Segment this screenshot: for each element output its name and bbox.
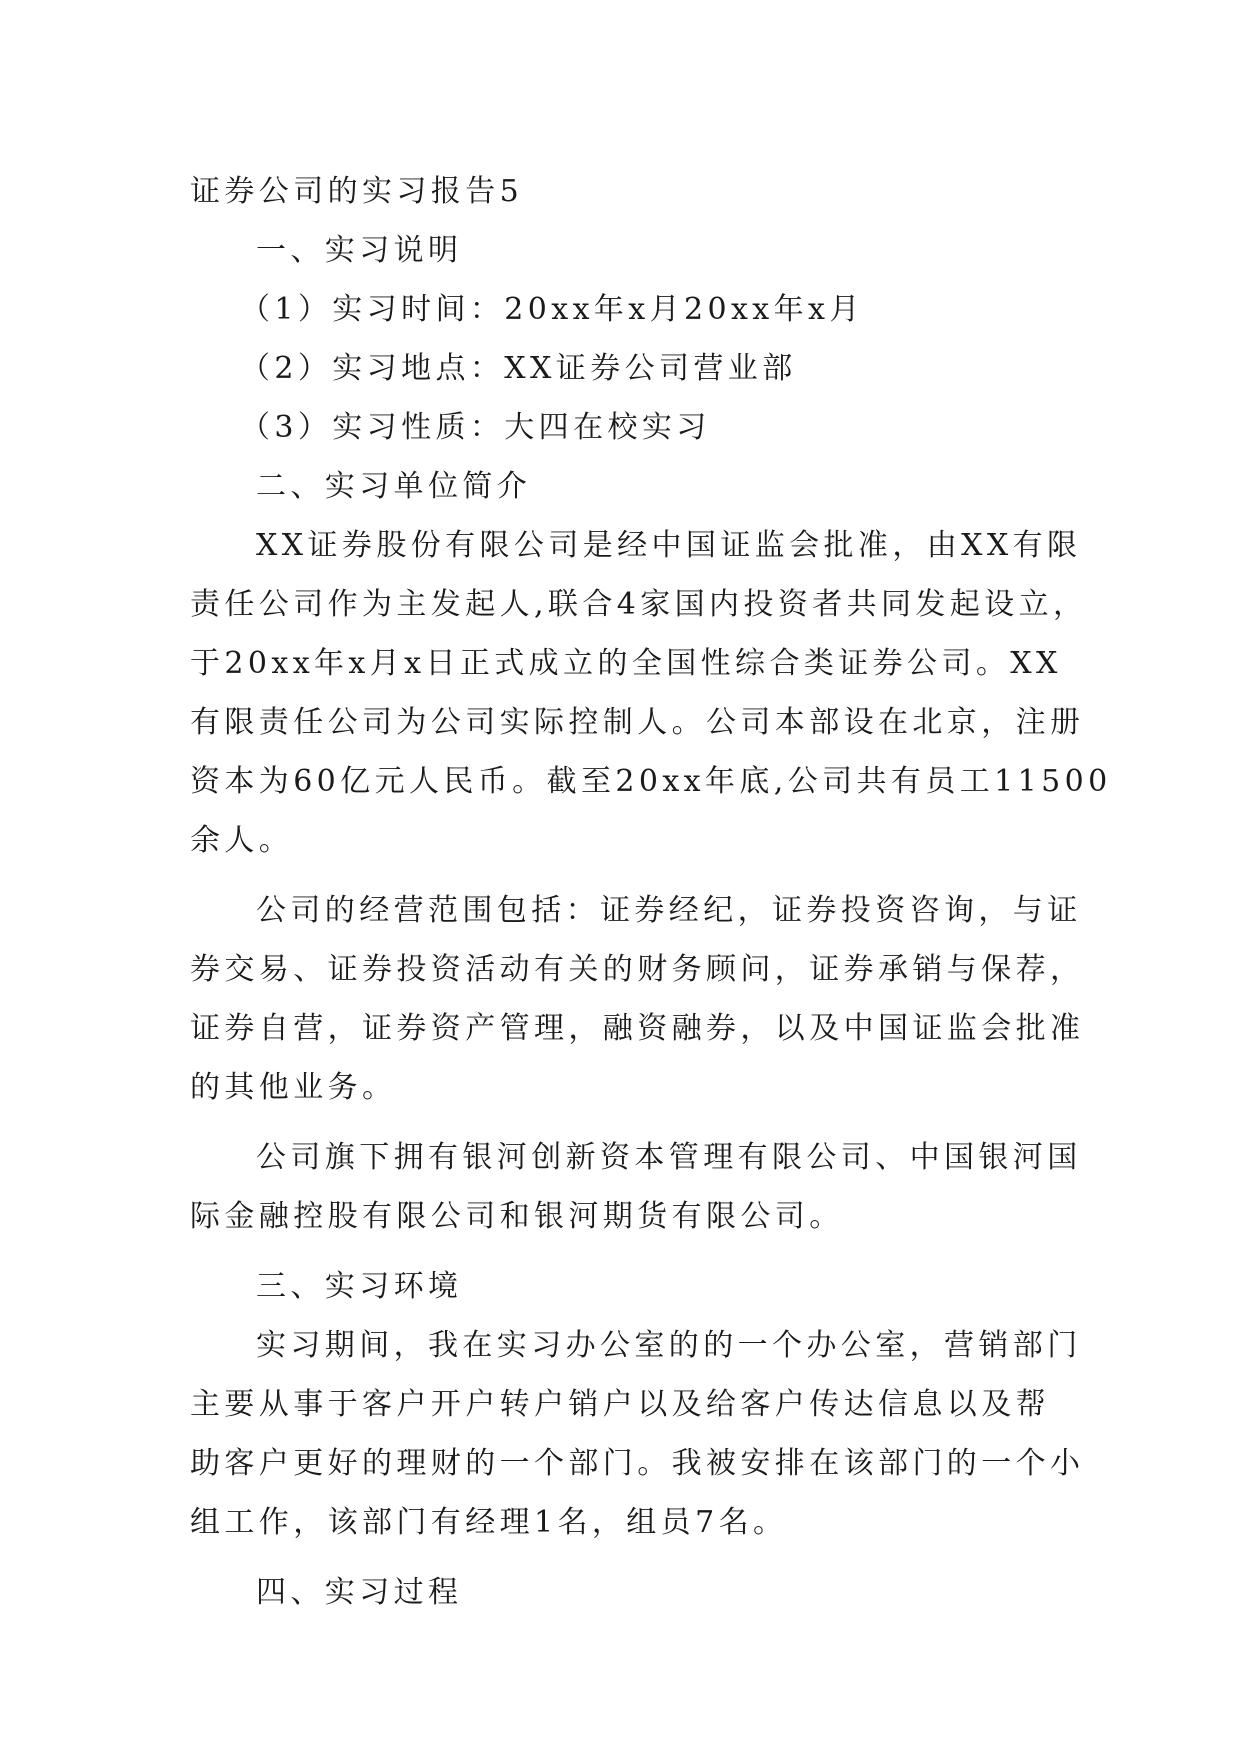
paragraph-line: 券交易、证券投资活动有关的财务顾问，证券承销与保荐， xyxy=(190,952,1085,987)
list-item: （3）实习性质：大四在校实习 xyxy=(240,410,711,445)
paragraph-line: 于20xx年x月x日正式成立的全国性综合类证券公司。XX xyxy=(190,646,1062,681)
paragraph-line: 有限责任公司为公司实际控制人。公司本部设在北京，注册 xyxy=(190,705,1085,740)
list-item: （1）实习时间：20xx年x月20xx年x月 xyxy=(240,292,864,327)
section-heading-3: 三、实习环境 xyxy=(256,1269,463,1304)
paragraph-line: 证券自营，证券资产管理，融资融券，以及中国证监会批准 xyxy=(190,1011,1085,1046)
paragraph-line: 的其他业务。 xyxy=(190,1070,397,1105)
document-title: 证券公司的实习报告5 xyxy=(190,174,524,209)
list-item: （2）实习地点：XX证券公司营业部 xyxy=(240,351,797,386)
paragraph-line: 资本为60亿元人民币。截至20xx年底,公司共有员工11500 xyxy=(190,764,1112,799)
paragraph-line: 际金融控股有限公司和银河期货有限公司。 xyxy=(190,1199,844,1234)
paragraph-line: 组工作，该部门有经理1名，组员7名。 xyxy=(190,1505,788,1540)
paragraph-line: XX证券股份有限公司是经中国证监会批准，由XX有限 xyxy=(256,528,1082,563)
section-heading-4: 四、实习过程 xyxy=(256,1575,463,1610)
section-heading-2: 二、实习单位简介 xyxy=(256,469,532,504)
paragraph xyxy=(190,1316,1085,1552)
section-heading-1: 一、实习说明 xyxy=(256,233,463,268)
document-body xyxy=(190,162,1112,1622)
paragraph-line: 助客户更好的理财的一个部门。我被安排在该部门的一个小 xyxy=(190,1446,1085,1481)
paragraph xyxy=(190,516,1112,870)
paragraph-line: 公司旗下拥有银河创新资本管理有限公司、中国银河国 xyxy=(256,1140,1082,1175)
paragraph xyxy=(190,881,1085,1117)
paragraph-line: 实习期间，我在实习办公室的的一个办公室，营销部门 xyxy=(256,1328,1082,1363)
paragraph-line: 主要从事于客户开户转户销户以及给客户传达信息以及帮 xyxy=(190,1387,1050,1422)
paragraph-line: 余人。 xyxy=(190,823,294,858)
paragraph-line: 公司的经营范围包括：证券经纪，证券投资咨询，与证 xyxy=(256,893,1082,928)
paragraph-line: 责任公司作为主发起人,联合4家国内投资者共同发起设立， xyxy=(190,587,1088,622)
paragraph xyxy=(190,1128,1082,1246)
